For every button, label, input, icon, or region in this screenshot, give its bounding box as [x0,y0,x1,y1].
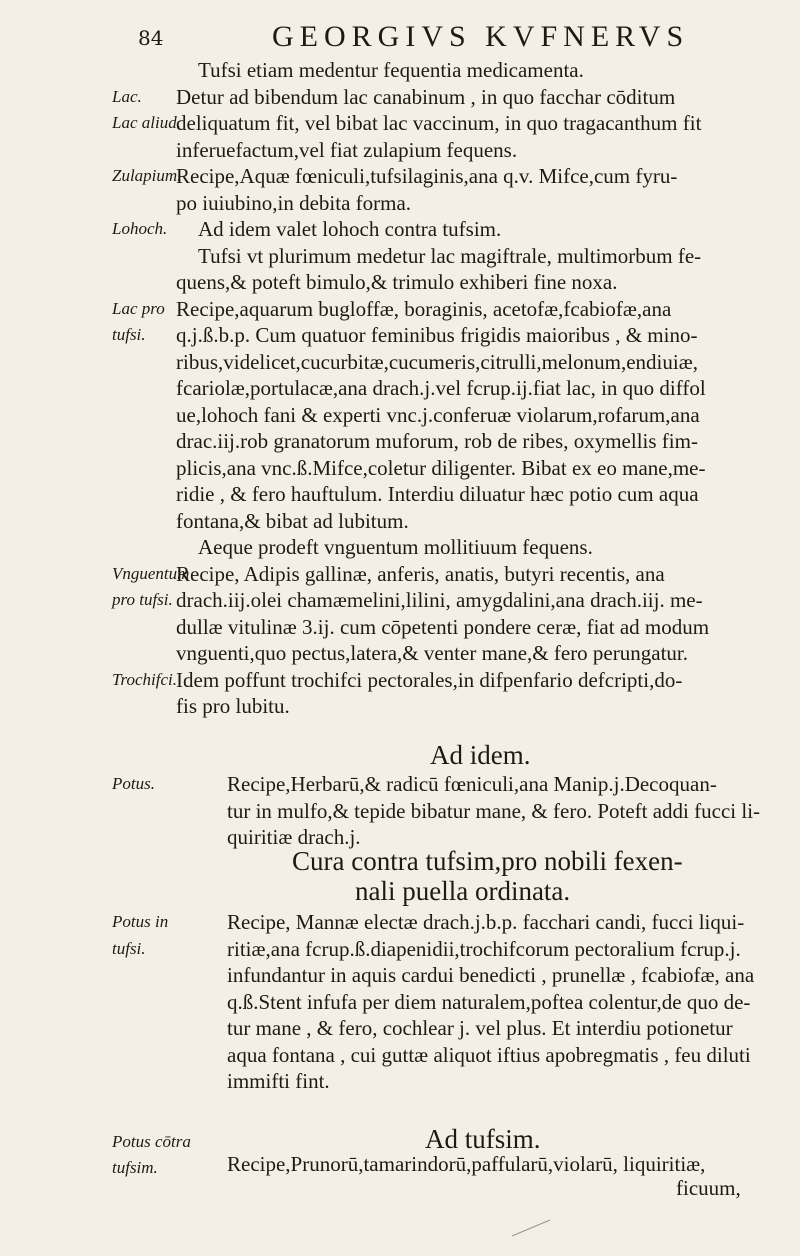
line-text: aqua fontana , cui guttæ aliquot iftius apobregmatis , feu diluti [227,1042,751,1067]
text-line [0,533,800,561]
margin-note: Lac. [112,86,142,106]
line-text: ribus,videlicet,cucurbitæ,cucumeris,citrulli,melonum,endiuiæ, [176,349,698,374]
line-text: Recipe,Herbarū,& radicū fœniculi,ana Manip.j.Decoquan- [227,772,717,796]
line-text: po iuiubino,in debita forma. [176,190,412,215]
margin-note: Lac pro [112,298,165,318]
margin-note: tufsi. [112,938,146,958]
text-line [0,507,800,535]
text-line [0,666,800,694]
line-text: tur in mulfo,& tepide bibatur mane, & fero. Poteft addi fucci li- [227,798,761,823]
line-text: vnguenti,quo pectus,latera,& venter mane,& fero perungatur. [176,641,688,665]
line-text: fontana,& bibat ad lubitum. [176,508,409,533]
text-line [0,560,800,588]
text-line [0,770,800,798]
text-line [0,215,800,243]
line-text: q.ß.Stent infufa per diem naturalem,poftea colentur,de quo de- [227,989,751,1014]
line-text: tur mane , & fero, cochlear j. vel plus. Et interdiu potionetur [227,1016,733,1040]
line-text: immifti fint. [227,1069,330,1093]
text-line [0,348,800,376]
margin-note: tufsi. [112,325,146,344]
text-line [0,692,800,720]
line-text: Tufsi vt plurimum medetur lac magiftrale, multimorbum fe- [198,243,702,268]
text-line [0,935,800,963]
line-text: dullæ vitulinæ 3.ij. cum cōpetenti pondere ceræ, fiat ad modum [176,614,710,639]
line-text: Recipe, Adipis gallinæ, anferis, anatis, butyri recentis, ana [176,561,665,586]
line-text: Tufsi etiam medentur fequentia medicamenta. [198,58,584,82]
line-text: Aeque prodeft vnguentum mollitiuum fequens. [198,535,593,559]
text-line [0,401,800,429]
line-text: Detur ad bibendum lac canabinum , in quo facchar cōditum [176,84,676,109]
text-line [0,613,800,641]
text-line [0,797,800,825]
line-text: quiritiæ drach.j. [227,825,361,849]
text-line [0,639,800,667]
text-line-last: Recipe,Prunorū,tamarindorū,paffularū,violarū, liquiritiæ, [227,1152,706,1176]
line-text: Recipe,aquarum bugloffæ, boraginis, acetofæ,fcabiofæ,ana [176,296,672,321]
line-text: plicis,ana vnc.ß.Mifce,coletur diligenter. Bibat ex eo mane,me- [176,455,706,480]
text-line [0,136,800,164]
text-line [0,109,800,137]
margin-note: Trochifci. [112,669,178,689]
line-text: ue,lohoch fani & experti vnc.j.conferuæ violarum,rofarum,ana [176,402,700,427]
text-line [0,321,800,349]
line-text: Ad idem valet lohoch contra tufsim. [198,217,502,241]
text-line [0,1041,800,1069]
margin-note: Lohoch. [112,219,168,238]
ink-stroke-mark [510,1218,554,1238]
line-text: fis pro lubitu. [176,694,290,718]
text-line [0,268,800,296]
text-line [0,242,800,270]
line-text: fcariolæ,portulacæ,ana drach.j.vel fcrup.ij.fiat lac, in quo diffol [176,376,706,400]
text-line [0,988,800,1016]
margin-note: Lac aliud. [112,113,181,132]
catchword: ficuum, [676,1176,741,1200]
line-text: Idem poffunt trochifci pectorales,in difpenfario defcripti,do- [176,667,683,692]
line-text: inferuefactum,vel fiat zulapium fequens. [176,137,518,162]
text-line [0,83,800,111]
text-line [0,586,800,614]
text-line [0,1014,800,1042]
line-text: ridie , & fero hauftulum. Interdiu diluatur hæc potio cum aqua [176,482,699,506]
text-line [0,427,800,455]
text-line [0,56,800,84]
text-line [0,189,800,217]
text-line [0,961,800,989]
margin-note-tufsim: tufsim. [112,1158,158,1177]
line-text: drach.iij.olei chamæmelini,lilini, amygdalini,ana drach.iij. me- [176,588,703,612]
line-text: Recipe, Mannæ electæ drach.j.b.p. facchari candi, fucci liqui- [227,910,745,934]
line-text: Recipe,Aquæ fœniculi,tufsilaginis,ana q.v. Mifce,cum fyru- [176,164,678,188]
page-header [0,20,800,60]
margin-note: Potus in [112,912,169,931]
text-line [0,480,800,508]
line-text: drac.iij.rob granatorum muforum, rob de ribes, oxymellis fim- [176,429,698,453]
text-line [0,374,800,402]
heading-ad-idem: Ad idem. [430,740,531,770]
running-title: GEORGIVS KVFNERVS [272,20,690,53]
line-text: ritiæ,ana fcrup.ß.diapenidii,trochifcorum pectoralium fcrup.j. [227,936,741,961]
line-text: deliquatum fit, vel bibat lac vaccinum, in quo tragacanthum fit [176,111,702,135]
heading-ad-tufsim: Ad tufsim. [425,1124,541,1154]
text-line [0,908,800,936]
line-text: quens,& poteft bimulo,& trimulo exhiberi fine noxa. [176,270,618,294]
line-text: q.j.ß.b.p. Cum quatuor feminibus frigidis maioribus , & mino- [176,323,698,347]
heading-cura-line2: nali puella ordinata. [355,876,571,906]
page-number: 84 [138,26,164,50]
text-line [0,295,800,323]
heading-cura-line1: Cura contra tufsim,pro nobili fexen- [292,846,683,876]
line-text: infundantur in aquis cardui benedicti , prunellæ , fcabiofæ, ana [227,963,755,987]
margin-note: Zulapium. [112,166,182,185]
margin-note: Potus. [112,774,155,793]
text-line [0,162,800,190]
margin-note: Vnguentum [112,563,190,583]
margin-note: pro tufsi. [112,590,173,609]
margin-note-potus-contra: Potus cōtra [112,1132,191,1151]
text-line [0,1067,800,1095]
text-line [0,454,800,482]
